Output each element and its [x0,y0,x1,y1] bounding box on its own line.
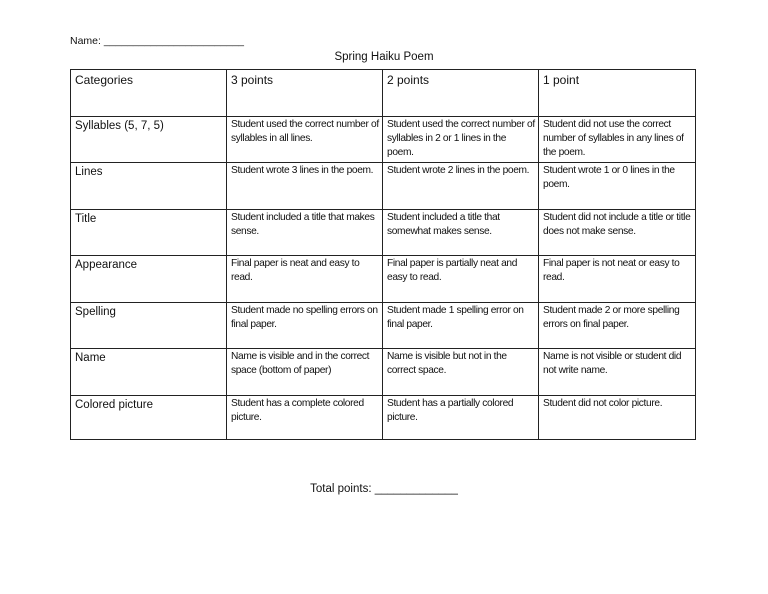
criteria-cell [539,209,696,256]
criteria-cell [227,116,383,163]
criteria-text: Student has a complete colored picture. [231,397,364,423]
table-row [71,116,696,163]
category-cell [71,302,227,349]
criteria-text: Final paper is neat and easy to read. [231,258,360,284]
table-row [71,395,696,439]
header-2-points: 2 points [387,73,430,87]
header-cell [71,70,227,117]
criteria-cell [227,395,383,439]
criteria-text: Student included a title that somewhat makes sense. [387,211,500,237]
criteria-text: Student has a partially colored picture. [387,397,514,423]
criteria-text: Student made 2 or more spelling errors on final paper. [543,304,680,330]
criteria-cell [227,256,383,303]
criteria-cell [227,349,383,396]
criteria-cell [539,163,696,210]
table-row [71,163,696,210]
criteria-text: Student included a title that makes sense. [231,211,375,237]
criteria-text: Student did not include a title or title does not make sense. [543,211,691,237]
criteria-cell [383,163,539,210]
name-field: Name: ________________________ [70,35,244,47]
category-cell [71,395,227,439]
category-cell [71,116,227,163]
criteria-text: Final paper is not neat or easy to read. [543,258,680,284]
criteria-text: Student made no spelling errors on final paper. [231,304,378,330]
criteria-text: Student did not color picture. [543,397,663,409]
header-1-point: 1 point [543,73,580,87]
criteria-cell [227,163,383,210]
criteria-text: Student wrote 2 lines in the poem. [387,165,530,176]
rubric-table [70,69,696,440]
category-cell [71,163,227,210]
criteria-cell [383,349,539,396]
category-cell [71,209,227,256]
table-header-row [71,70,696,117]
header-cell [227,70,383,117]
criteria-cell [539,256,696,303]
criteria-text: Student used the correct number of syllables in all lines. [231,118,379,144]
total-points-field: Total points: _____________ [310,483,458,495]
category-label: Title [75,212,97,225]
criteria-text: Name is not visible or student did not write name. [543,351,682,377]
criteria-text: Student wrote 1 or 0 lines in the poem. [543,165,675,191]
criteria-cell [227,302,383,349]
criteria-text: Final paper is partially neat and easy to read. [387,258,518,284]
criteria-text: Student did not use the correct number of syllables in any lines of the poem. [543,118,684,159]
criteria-cell [227,209,383,256]
category-cell [71,256,227,303]
criteria-text: Student wrote 3 lines in the poem. [231,165,374,176]
category-label: Name [75,352,106,364]
criteria-cell [539,116,696,163]
category-label: Lines [75,166,103,178]
criteria-cell [539,302,696,349]
criteria-cell [383,395,539,439]
criteria-cell [539,395,696,439]
criteria-text: Student made 1 spelling error on final paper. [387,304,524,330]
criteria-cell [383,116,539,163]
criteria-text: Name is visible and in the correct space (bottom of paper) [231,351,370,377]
table-row [71,302,696,349]
table-row [71,349,696,396]
criteria-cell [383,256,539,303]
header-3-points: 3 points [231,73,274,87]
criteria-cell [383,209,539,256]
criteria-text: Student used the correct number of syllables in 2 or 1 lines in the poem. [387,118,535,159]
criteria-text: Name is visible but not in the correct space. [387,351,507,377]
category-label: Spelling [75,305,116,318]
criteria-cell [539,349,696,396]
category-cell [71,349,227,396]
table-row [71,256,696,303]
criteria-cell [383,302,539,349]
category-label: Colored picture [75,398,153,411]
page-title: Spring Haiku Poem [334,51,434,63]
table-row [71,209,696,256]
category-label: Syllables (5, 7, 5) [75,119,164,132]
category-label: Appearance [75,259,138,271]
header-categories: Categories [75,73,134,87]
header-cell [383,70,539,117]
header-cell [539,70,696,117]
